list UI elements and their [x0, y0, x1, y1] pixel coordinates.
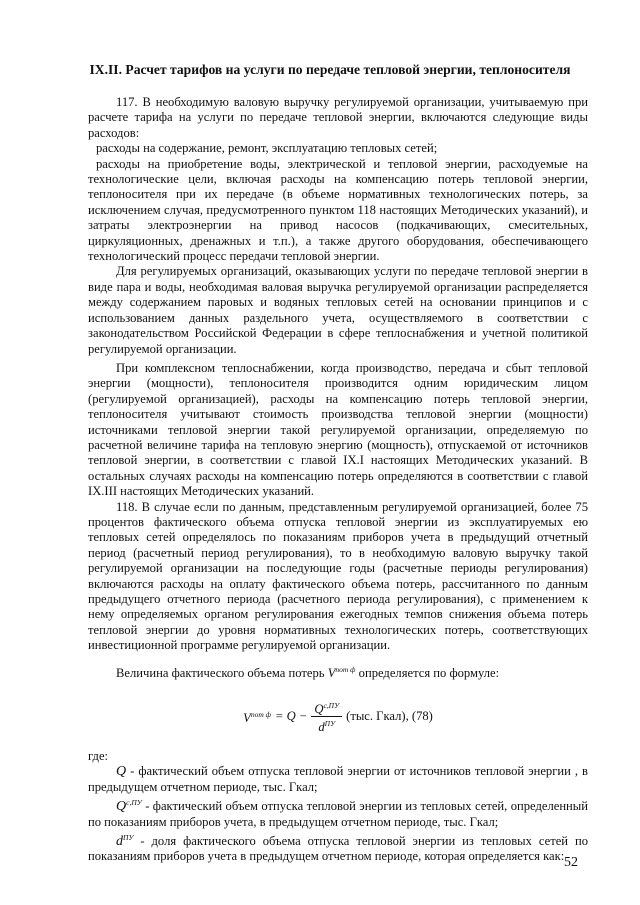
formula-lhs: $V^{пот ф}$ — [243, 709, 271, 725]
definition-q: Q - фактический объем отпуска тепловой энергии от источников тепловой энергии , в предыдущем отчетном периоде, тыс. Гкал; — [88, 764, 588, 794]
formula-unit: (тыс. Гкал), (78) — [346, 708, 433, 723]
paragraph-118: 118. В случае если по данным, представленным регулируемой организацией, более 75 процентов фактического объема отпуска тепловой энергии из эксплуатируемых ею тепловых сетей определялось по показаниям приборов учета в предыдущий отчетный период (расчетный период регулирования), то в необходимую валовую выручку такой регулируемой организации на последующие годы (расчетные периоды регулирования) включаются расходы на оплату фактического объема потерь, рассчитанного по данным предыдущего отчетного периода (расчетного периода регулирования), с применением к нему определяемых органом регулирования ежегодных темпов снижения объема потерь тепловой энергии до уровня нормативных технологических потерь, соответствующих инвестиционной программе регулируемой организации. — [88, 499, 588, 653]
formula-intro — [88, 662, 588, 681]
formula-intro-text: Величина фактического объема потерь — [116, 665, 325, 680]
formula-numerator: $Q^{c,ПУ}$ — [311, 699, 342, 717]
section-title: IX.II. Расчет тарифов на услуги по передаче тепловой энергии, теплоносителя — [89, 62, 571, 77]
formula-denominator: $d^{ПУ}$ — [318, 719, 336, 735]
formula-intro-symbol: $V^{пот ф}$ — [327, 664, 356, 680]
paragraph-steam-water: Для регулируемых организаций, оказывающих услуги по передаче тепловой энергии в виде пара и воды, необходимая валовая выручка регулируемой организации распределяется между содержанием паровых и водяных тепловых сетей на основании принципов и с использованием данных раздельного учета, осуществляемого в соответствии с законодательством Российской Федерации в сфере теплоснабжения и учетной политикой регулируемой организации. — [88, 264, 588, 356]
paragraph-117: 117. В необходимую валовую выручку регулируемой организации, учитываемую при расчете тарифа на услуги по передаче тепловой энергии, включаются следующие виды расходов: — [88, 95, 588, 140]
definition-q-cpu: $Q^{c,ПУ}$ - фактический объем отпуска тепловой энергии из тепловых сетей, определенный по показаниям приборов учета, в предыдущем отчетном периоде, тыс. Гкал; — [88, 798, 588, 829]
where-label: где: — [88, 749, 109, 764]
paragraph-complex-supply: При комплексном теплоснабжении, когда производство, передача и сбыт тепловой энергии (мощности), теплоносителя производится одним юридическим лицом (регулируемой организацией), расходы на компенсацию потерь тепловой энергии, теплоносителя учитывают стоимость производства тепловой энергии (мощности) источниками тепловой энергии такой регулируемой организации, определяемую по расчетной величине тарифа на тепловую энергию (мощность), отпускаемой от источников тепловой энергии, в соответствии с главой IX.I настоящих Методических указаний. В остальных случаях расходы на компенсацию потерь определяются в соответствии с главой IX.III настоящих Методических указаний. — [88, 360, 588, 499]
formula-eq: = Q − — [274, 708, 308, 723]
formula-intro-end: определяется по формуле: — [358, 665, 500, 680]
formula-78 — [88, 699, 588, 735]
definition-d-pu: $d^{ПУ}$ - доля фактического объема отпуска тепловой энергии из тепловых сетей по показаниям приборов учета в предыдущем отчетном периоде, которая определяется как: — [88, 833, 588, 864]
body-text — [88, 95, 588, 865]
paragraph-expense-maintenance: расходы на содержание, ремонт, эксплуатацию тепловых сетей; — [96, 141, 438, 156]
definitions — [88, 764, 588, 864]
paragraph-expense-purchase: расходы на приобретение воды, электрической и тепловой энергии, расходуемые на технологические цели, включая расходы на компенсацию потерь тепловой энергии, теплоносителя при их передаче (в объеме нормативных технологических потерь, за исключением случая, предусмотренного пунктом 118 настоящих Методических указаний), и затраты электроэнергии на привод насосов (подкачивающих, смесительных, циркуляционных, дренажных и т.п.), а также другого оборудования, обеспечивающего технологический процесс передачи тепловой энергии. — [88, 156, 588, 264]
page-number: 52 — [564, 855, 578, 870]
formula-fraction — [311, 699, 342, 734]
